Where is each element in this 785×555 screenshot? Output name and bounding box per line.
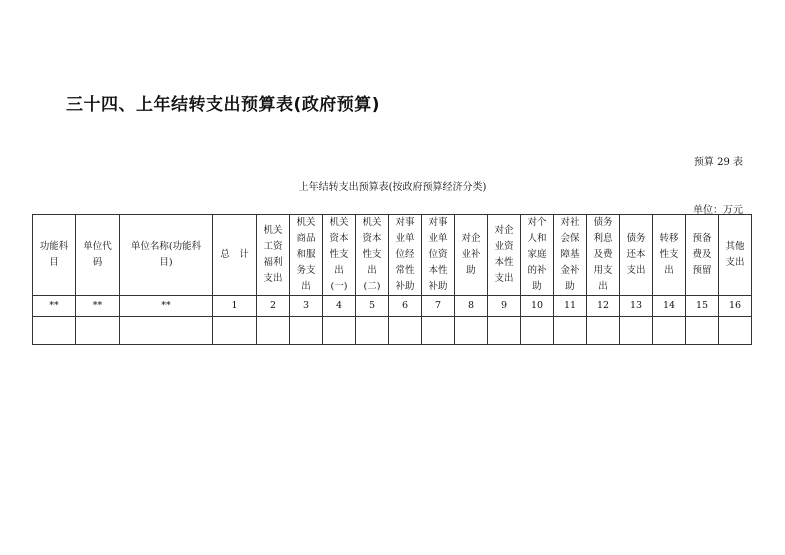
column-header	[422, 215, 455, 296]
code-cell: 11	[554, 296, 587, 317]
column-header-line: 务支	[296, 265, 316, 276]
table-cell	[356, 317, 389, 345]
table-cell	[587, 317, 620, 345]
code-cell: **	[76, 296, 120, 317]
column-header-line: 业资	[494, 241, 514, 252]
column-header-line: 对企	[494, 225, 514, 236]
table-cell	[653, 317, 686, 345]
column-header-line: 助	[565, 281, 575, 292]
column-header-line: 工资	[263, 241, 283, 252]
column-header-line: 商品	[296, 233, 316, 244]
column-header-line: 单位名称(功能科	[130, 241, 202, 252]
table-cell	[719, 317, 752, 345]
table-cell	[488, 317, 521, 345]
code-cell: **	[120, 296, 213, 317]
column-header	[686, 215, 719, 296]
column-header-line: 其他	[725, 241, 745, 252]
column-header-line: 出	[598, 281, 608, 292]
column-header	[521, 215, 554, 296]
column-header-line: 出	[301, 281, 311, 292]
code-cell: 3	[290, 296, 323, 317]
column-header-line: 对社	[560, 217, 580, 228]
column-header	[488, 215, 521, 296]
column-header-line: 助	[532, 281, 542, 292]
column-header	[33, 215, 76, 296]
code-cell: 15	[686, 296, 719, 317]
column-header-line: 业单	[395, 233, 415, 244]
column-header-line: 性支	[362, 249, 382, 260]
column-header-line: 性支	[329, 249, 349, 260]
table-subtitle: 上年结转支出预算表(按政府预算经济分类)	[298, 182, 487, 193]
column-header	[620, 215, 653, 296]
column-header-line: 目	[49, 257, 59, 268]
column-header-line: 转移	[659, 233, 679, 244]
column-header-line: 本性	[494, 257, 514, 268]
column-header-line: 对企	[461, 233, 481, 244]
column-header-line: 用支	[593, 265, 613, 276]
column-header-line: 的补	[527, 265, 547, 276]
column-header-line: 支出	[725, 257, 745, 268]
table-cell	[521, 317, 554, 345]
table-row	[33, 317, 752, 345]
column-header-line: 支出	[494, 273, 514, 284]
table-cell	[686, 317, 719, 345]
column-header-line: 目)	[159, 257, 173, 268]
page-title: 三十四、上年结转支出预算表(政府预算)	[66, 95, 381, 115]
code-cell: 9	[488, 296, 521, 317]
table-cell	[290, 317, 323, 345]
column-header-line: 位经	[395, 249, 415, 260]
column-header-line: 人和	[527, 233, 547, 244]
unit-label: 单位：万元	[693, 205, 743, 216]
column-header-line: 功能科	[39, 241, 69, 252]
column-header-line: 债务	[593, 217, 613, 228]
column-header-line: 利息	[593, 233, 613, 244]
column-header-line: 及费	[593, 249, 613, 260]
budget-table	[32, 214, 752, 345]
column-header-line: 出	[334, 265, 344, 276]
column-header-line: 机关	[329, 217, 349, 228]
column-header	[455, 215, 488, 296]
table-cell	[455, 317, 488, 345]
column-header	[719, 215, 752, 296]
column-header-line: (二)	[363, 281, 381, 292]
column-header	[213, 215, 257, 296]
column-header	[290, 215, 323, 296]
code-cell: 2	[257, 296, 290, 317]
code-cell: 4	[323, 296, 356, 317]
column-header	[587, 215, 620, 296]
column-header	[389, 215, 422, 296]
column-header-line: 补助	[395, 281, 415, 292]
column-header-line: 单位代	[83, 241, 112, 252]
column-header-line: 支出	[263, 273, 283, 284]
column-header	[76, 215, 120, 296]
column-header-line: 机关	[362, 217, 382, 228]
table-cell	[422, 317, 455, 345]
column-header-line: 费及	[692, 249, 712, 260]
column-header-line: 家庭	[527, 249, 547, 260]
table-cell	[120, 317, 213, 345]
table-cell	[554, 317, 587, 345]
column-header-line: 预留	[692, 265, 712, 276]
code-cell: 16	[719, 296, 752, 317]
table-cell	[323, 317, 356, 345]
column-header-line: 资本	[362, 233, 382, 244]
header-row	[33, 215, 752, 296]
column-header-line: 还本	[626, 249, 646, 260]
column-header-line: 和服	[296, 249, 316, 260]
column-header-line: 机关	[263, 225, 283, 236]
code-cell: 14	[653, 296, 686, 317]
column-header-line: 资本	[329, 233, 349, 244]
column-header-line: 本性	[428, 265, 448, 276]
column-header	[653, 215, 686, 296]
column-header-line: 出	[664, 265, 674, 276]
code-row	[33, 296, 752, 317]
column-header-line: 性支	[659, 249, 679, 260]
code-cell: 6	[389, 296, 422, 317]
column-header-line: 对事	[428, 217, 448, 228]
code-cell: **	[33, 296, 76, 317]
code-cell: 10	[521, 296, 554, 317]
table-cell	[76, 317, 120, 345]
column-header-line: 金补	[560, 265, 580, 276]
code-cell: 5	[356, 296, 389, 317]
table-cell	[33, 317, 76, 345]
column-header-line: 业补	[461, 249, 481, 260]
column-header-line: 会保	[560, 233, 580, 244]
code-cell: 13	[620, 296, 653, 317]
column-header-line: 障基	[560, 249, 580, 260]
column-header	[257, 215, 290, 296]
column-header	[554, 215, 587, 296]
column-header-line: 补助	[428, 281, 448, 292]
table-cell	[620, 317, 653, 345]
column-header-line: 债务	[626, 233, 646, 244]
column-header-line: 码	[92, 257, 103, 268]
code-cell: 1	[213, 296, 257, 317]
code-cell: 8	[455, 296, 488, 317]
column-header-line: 对事	[395, 217, 415, 228]
column-header	[323, 215, 356, 296]
column-header	[356, 215, 389, 296]
column-header-line: 预备	[692, 233, 712, 244]
column-header-line: 位资	[428, 249, 448, 260]
table-number: 预算 29 表	[693, 157, 743, 168]
column-header-line: 福利	[263, 257, 283, 268]
table-cell	[389, 317, 422, 345]
column-header-line: 业单	[428, 233, 448, 244]
column-header-line: 助	[466, 265, 476, 276]
column-header-line: (一)	[330, 281, 348, 292]
table-cell	[213, 317, 257, 345]
code-cell: 7	[422, 296, 455, 317]
table-cell	[257, 317, 290, 345]
column-header	[120, 215, 213, 296]
column-header-line: 总 计	[220, 249, 249, 260]
column-header-line: 常性	[395, 265, 415, 276]
column-header-line: 出	[367, 265, 377, 276]
column-header-line: 支出	[626, 265, 646, 276]
column-header-line: 机关	[296, 217, 316, 228]
column-header-line: 对个	[527, 217, 547, 228]
code-cell: 12	[587, 296, 620, 317]
